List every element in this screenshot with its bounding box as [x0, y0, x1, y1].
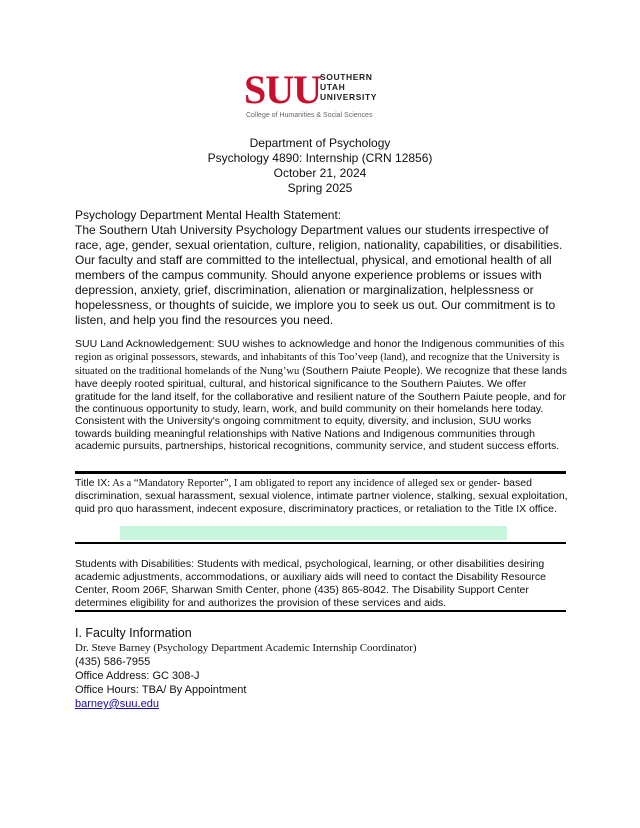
logo-line-university: UNIVERSITY: [320, 92, 378, 102]
disabilities-text: Students with Disabilities: Students with medical, psychological, learning, or other disabilities desiring academic adjustments, accommodations, or auxiliary aids will need to contact the Disability Resource Center, Room 206F, Sharwan Smith Center, phone (435) 865-8042. The Disability Support Center determines eligibility for and authorizes the provision of these services and aids.: [75, 558, 546, 609]
divider: [75, 471, 566, 474]
logo-wordmark: SUU: [244, 67, 322, 112]
title-ix-text-2: based discrimination, sexual harassment, sexual violence, intimate partner violence, stalking, sexual exploitation, quid pro quo harassment, indecent exposure, discriminatory practices, or retaliation to the Title IX office.: [75, 477, 568, 515]
faculty-hours: Office Hours: TBA/ By Appointment: [75, 684, 247, 696]
divider: [75, 610, 566, 612]
faculty-office: Office Address: GC 308-J: [75, 670, 200, 682]
mental-health-title: Psychology Department Mental Health Statement:: [75, 208, 342, 222]
land-acknowledgement: [75, 338, 568, 453]
course-title: Psychology 4890: Internship (CRN 12856): [207, 151, 433, 165]
land-text-1: SUU wishes to acknowledge and honor the Indigenous communities of: [217, 338, 547, 350]
term: Spring 2025: [287, 181, 353, 195]
title-ix-text-1: : As a “Mandatory Reporter”, I am obligated to report any incidence of alleged sex or gender-: [107, 478, 501, 489]
document-date: October 21, 2024: [273, 166, 367, 180]
title-ix-label: Title IX: [75, 477, 108, 489]
faculty-information: [75, 625, 568, 711]
logo-line-utah: UTAH: [320, 82, 346, 92]
document-header: [0, 136, 640, 196]
land-text-2: this region as original possessors, stewards, and inhabitants of this Too’veep (land), and recognize that the University is situated on the traditional homelands of the Nung’wu: [75, 339, 565, 377]
logo-university-name: [320, 72, 377, 102]
logo-college: College of Humanities & Social Sciences: [246, 112, 373, 119]
mental-health-body: The Southern Utah University Psychology Department values our students irrespective of race, age, gender, sexual orientation, culture, religion, nationality, capabilities, or disabilities. Our faculty and staff are committed to the intellectual, physical, and emotional health of all members of the campus community. Should anyone experience problems or issues with depression, anxiety, grief, discrimination, alienation or marginalization, helplessness or hopelessness, or thoughts of suicide, we implore you to seek us out. Our commitment is to listen, and help you find the resources you need.: [75, 223, 563, 327]
disabilities-statement: [75, 558, 568, 610]
highlight-bar: [120, 526, 507, 540]
land-text-3: (Southern Paiute People). We recognize that these lands have deeply rooted spiritual, cultural, and historical significance to the Southern Paiutes. We offer gratitude for the land itself, for the collaborative and resilient nature of the Southern Paiute people, and for the continuous opportunity to study, learn, work, and build community on their homelands here today. Consistent with the University's ongoing commitment to equity, diversity, and inclusion, SUU works towards building meaningful relationships with Native Nations and Indigenous communities through academic pursuits, partnerships, historical recognitions, community service, and student success efforts.: [75, 364, 567, 453]
faculty-phone: (435) 586-7955: [75, 656, 151, 668]
faculty-email-link[interactable]: barney@suu.edu: [75, 698, 159, 710]
divider: [75, 542, 566, 544]
title-ix-statement: [75, 477, 568, 516]
mental-health-statement: [75, 208, 568, 328]
logo-line-southern: SOUTHERN: [320, 72, 373, 82]
faculty-name: Dr. Steve Barney (Psychology Department Academic Internship Coordinator): [75, 642, 417, 654]
department-name: Department of Psychology: [249, 136, 391, 150]
faculty-heading: I. Faculty Information: [75, 626, 192, 640]
land-label: SUU Land Acknowledgement:: [75, 338, 215, 350]
suu-logo: [244, 67, 394, 122]
